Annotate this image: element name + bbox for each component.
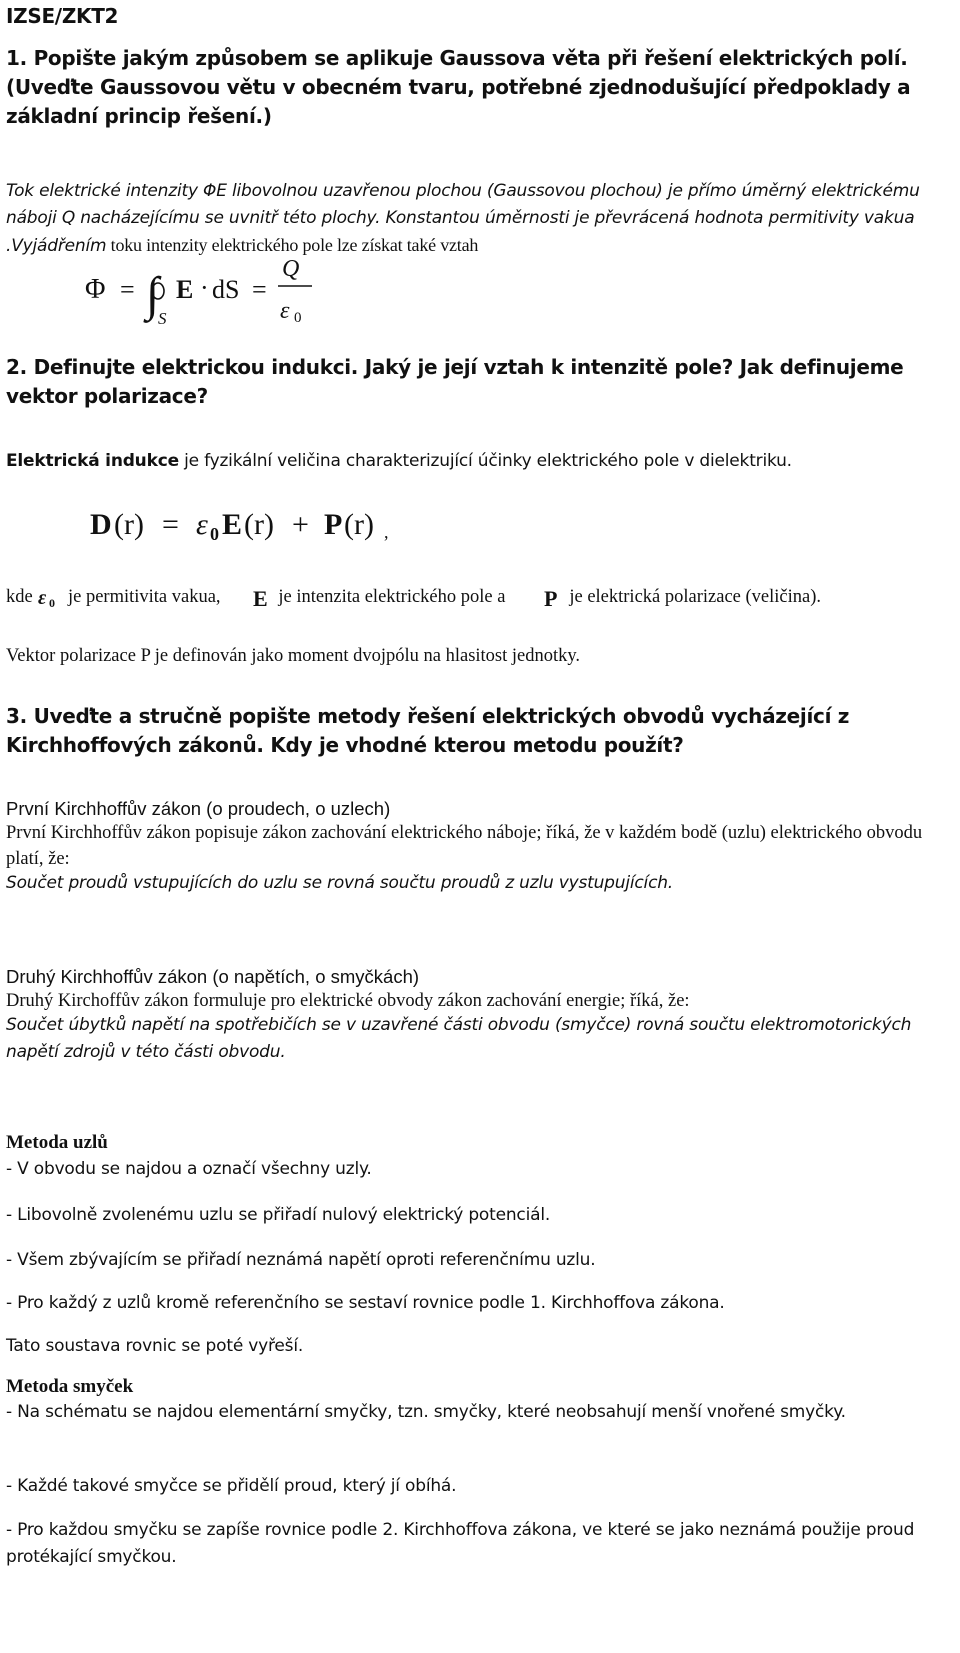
loops-method-title: Metoda smyček <box>6 1376 134 1397</box>
intensity-e-description: je intenzita elektrického pole a <box>278 587 506 607</box>
svg-text:(r): (r) <box>344 508 374 541</box>
symbols-explanation <box>6 584 951 610</box>
svg-text:Φ: Φ <box>85 274 106 305</box>
gauss-law-formula <box>80 252 340 332</box>
question-2-heading: 2. Definujte elektrickou indukci. Jaký je její vztah k intenzitě pole? Jak definujeme vektor polarizace? <box>6 355 904 408</box>
polarization-definition: Vektor polarizace P je definován jako moment dvojpólu na hlasitost jednotky. <box>6 646 581 666</box>
svg-text:dS: dS <box>212 275 240 304</box>
svg-text:(r): (r) <box>244 508 274 541</box>
induction-definition <box>6 448 951 475</box>
nodes-step: - Libovolně zvolenému uzlu se přiřadí nulový elektrický potenciál. <box>6 1205 551 1225</box>
svg-text:ε: ε <box>280 298 290 324</box>
svg-text:D: D <box>90 508 112 541</box>
where-word: kde <box>6 587 33 607</box>
kirchhoff-1-title: První Kirchhoffův zákon (o proudech, o uzlech) <box>6 798 391 819</box>
polarization-p-description: je elektrická polarizace (veličina). <box>569 587 821 607</box>
kirchhoff-1-text: První Kirchhoffův zákon popisuje zákon zachování elektrického náboje; říká, že v každém bodě (uzlu) elektrického obvodu platí, že: <box>6 823 923 869</box>
question-1-heading: 1. Popište jakým způsobem se aplikuje Gaussova věta při řešení elektrických polí. (Uveďte Gaussovou větu v obecném tvaru, potřebné zjednodušující předpoklady a základní princip řešení.) <box>6 46 911 128</box>
svg-text:∫: ∫ <box>146 268 160 321</box>
svg-text:+: + <box>292 508 309 541</box>
svg-text:Q: Q <box>282 256 300 282</box>
svg-text:E: E <box>222 508 243 541</box>
svg-text:0: 0 <box>210 524 219 544</box>
epsilon-zero-symbol <box>37 587 63 609</box>
svg-text:,: , <box>384 522 389 542</box>
svg-text:S: S <box>158 309 167 328</box>
loops-step: - Na schématu se najdou elementární smyčky, tzn. smyčky, které neobsahují menší vnořené smyčky. <box>6 1402 846 1422</box>
nodes-step: - Pro každý z uzlů kromě referenčního se sestaví rovnice podle 1. Kirchhoffova zákona. <box>6 1293 725 1313</box>
nodes-conclusion: Tato soustava rovnic se poté vyřeší. <box>6 1336 304 1356</box>
svg-text:0: 0 <box>294 310 302 326</box>
svg-text:·: · <box>200 273 209 302</box>
svg-text:ε: ε <box>38 586 47 609</box>
svg-text:P: P <box>543 586 558 609</box>
svg-text:P: P <box>324 508 343 541</box>
svg-text:E: E <box>176 275 194 304</box>
loops-step: - Pro každou smyčku se zapíše rovnice podle 2. Kirchhoffova zákona, ve které se jako neznámá použije proud protékající smyčkou. <box>6 1520 915 1567</box>
question-1-answer-italic: Tok elektrické intenzity ΦE libovolnou uzavřenou plochou (Gaussovou plochou) je přímo úměrný elektrickému náboji Q nacházejícímu se uvnitř této plochy. Konstantou úměrnosti je převrácená hodnota permitivity vakua .Vyjádřením <box>6 181 920 256</box>
kirchhoff-2-statement: Součet úbytků napětí na spotřebičích se v uzavřené části obvodu (smyčce) rovná součtu elektromotorických napětí zdrojů v této části obvodu. <box>6 1015 912 1062</box>
polarization-p-symbol <box>543 587 565 609</box>
kirchhoff-2-text: Druhý Kirchoffův zákon formuluje pro elektrické obvody zákon zachování energie; říká, že: <box>6 991 690 1011</box>
kirchhoff-1-statement: Součet proudů vstupujících do uzlu se rovná součtu proudů z uzlu vystupujících. <box>6 873 673 893</box>
svg-text:0: 0 <box>49 595 56 609</box>
question-3-heading: 3. Uveďte a stručně popište metody řešení elektrických obvodů vycházející z Kirchhoffových zákonů. Kdy je vhodné kterou metodu použít? <box>6 704 850 757</box>
epsilon-zero-description: je permitivita vakua, <box>67 587 221 607</box>
nodes-step: - V obvodu se najdou a označí všechny uzly. <box>6 1159 372 1179</box>
svg-text:(r): (r) <box>114 508 144 541</box>
kirchhoff-2-title: Druhý Kirchhoffův zákon (o napětích, o smyčkách) <box>6 966 420 987</box>
nodes-step: - Všem zbývajícím se přiřadí neznámá napětí oproti referenčnímu uzlu. <box>6 1250 596 1270</box>
induction-definition-text: je fyzikální veličina charakterizující účinky elektrického pole v dielektriku. <box>178 451 792 471</box>
svg-text:=: = <box>162 508 179 541</box>
induction-term: Elektrická indukce <box>6 451 179 471</box>
svg-text:=: = <box>120 275 135 304</box>
loops-step: - Každé takové smyčce se přidělí proud, který jí obíhá. <box>6 1476 457 1496</box>
svg-text:=: = <box>252 275 267 304</box>
svg-text:ε: ε <box>196 508 208 541</box>
nodes-method-title: Metoda uzlů <box>6 1132 108 1153</box>
question-1-answer-serif: toku intenzity elektrického pole lze získat také vztah <box>106 235 479 255</box>
induction-formula <box>86 496 436 552</box>
svg-text:E: E <box>252 586 268 609</box>
document-code: IZSE/ZKT2 <box>6 4 119 28</box>
intensity-e-symbol <box>252 587 274 609</box>
question-1-answer <box>6 178 951 260</box>
